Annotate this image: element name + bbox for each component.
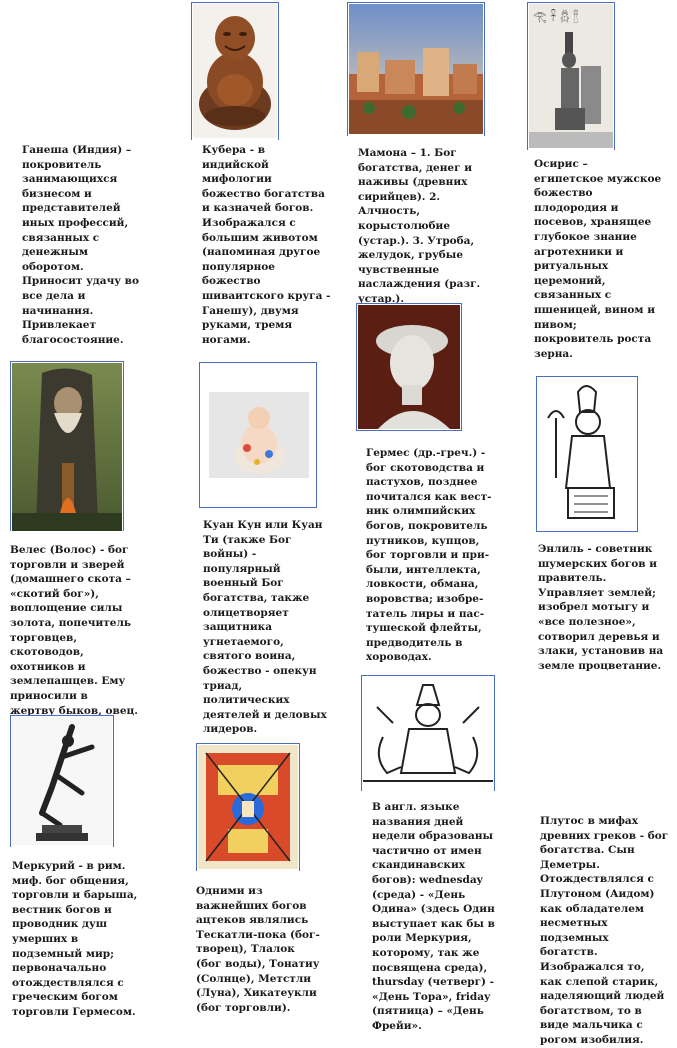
veles-painting-image bbox=[12, 363, 122, 531]
veles-caption: Велес (Волос) - бог торговли и зверей (домашнего скота – «скотий бог»), воплощение силы золота, попечитель торговцев, скотоводов, охотников и землепашцев. Ему приносили в жертву быков, овец. bbox=[10, 544, 138, 717]
odin-norse-drawing-image bbox=[363, 677, 493, 789]
babylon-city-image bbox=[349, 4, 483, 134]
osiris-egyptian-image bbox=[529, 4, 613, 148]
kubera-statue-image bbox=[193, 4, 277, 138]
kuan-caption: Куан Кун или Куан Ти (также Бог войны) - популярный военный Бог богатства, также олицетворяет защитника угнетаемого, святого воина, божество - опекун триад, политических деятелей и деловых лидеров. bbox=[203, 519, 327, 736]
enlil-drawing-image bbox=[538, 378, 636, 530]
osiris-caption: Осирис – египетское мужское божество плодородия и посевов, хранящее глубокое знание агротехники и ритуальных церемоний, связанных с пшеницей, вином и пивом; покровитель роста зерна. bbox=[534, 158, 662, 360]
kubera-caption: Кубера - в индийской мифологии божество богатства и казначей богов. Изображался с большим животом (напоминая другое популярное божество шиваитского круга - Ганешу), двумя руками, тремя ногами. bbox=[202, 144, 331, 346]
days-caption: В англ. языке названия дней недели образованы частично от имен скандинавских богов): wednesday (среда) - «День Одина» (здесь Один выступает как бы в роли Меркурия, которому, так же посвящена среда), thursday (четверг) - «День Тора», friday (пятница) – «День Фрейи». bbox=[372, 801, 495, 1032]
mercury-caption: Меркурий - в рим. миф. бог общения, торговли и барыша, вестник богов и проводник душ умерших в подземный мир; первоначально отождествлялся с греческим богом торговли Гермесом. bbox=[12, 860, 138, 1018]
aztec-codex-image bbox=[198, 745, 298, 869]
mercury-statue-image bbox=[12, 717, 112, 845]
hermes-bust-image bbox=[358, 305, 460, 429]
aztec-caption: Одними из важнейших богов ацтеков являлись Тескатли-пока (бог- творец), Тлалок (бог воды), Тонатиу (Солнце), Метстли (Луна), Хикатеукли (бог торговли). bbox=[196, 885, 320, 1014]
enlil-caption: Энлиль - советник шумерских богов и правитель. Управляет землей; изобрел мотыгу и «все полезное», сотворил деревья и злаки, установив на земле процветание. bbox=[538, 543, 664, 672]
ganesha-caption: Ганеша (Индия) – покровитель занимающихся бизнесом и представителей иных профессий, связанных с денежным оборотом. Приносит удачу во все дела и начинания. Привлекает благосостояние. bbox=[22, 144, 139, 346]
plutus-caption: Плутос в мифах древних греков - бог богатства. Сын Деметры. Отождествлялся с Плутоном (Аидом) как обладателем несметных подземных богатств. Изображался то, как слепой старик, наделяющий людей богатством, то в виде мальчика с рогом изобилия. bbox=[540, 815, 669, 1046]
hieroglyph-text: 𓂀 𓋹 𓆣 𓊽 bbox=[533, 10, 579, 23]
mamona-caption: Мамона – 1. Бог богатства, денег и наживы (древних сирийцев). 2. Алчность, корыстолюбие (устар.). 3. Утроба, желудок, грубые чувственные наслаждения (разг. устар.). bbox=[358, 147, 481, 305]
kuan-kun-figure-image bbox=[209, 392, 309, 478]
hermes-caption: Гермес (др.-греч.) - бог скотоводства и пастухов, позднее почитался как вест- ник олимпийских богов, покровитель путников, купцов, бог торговли и при- были, интеллекта, ловкости, обмана, воровства; изобре- татель лиры и пас- тушеской флейты, предводитель в хороводах. bbox=[366, 447, 492, 664]
